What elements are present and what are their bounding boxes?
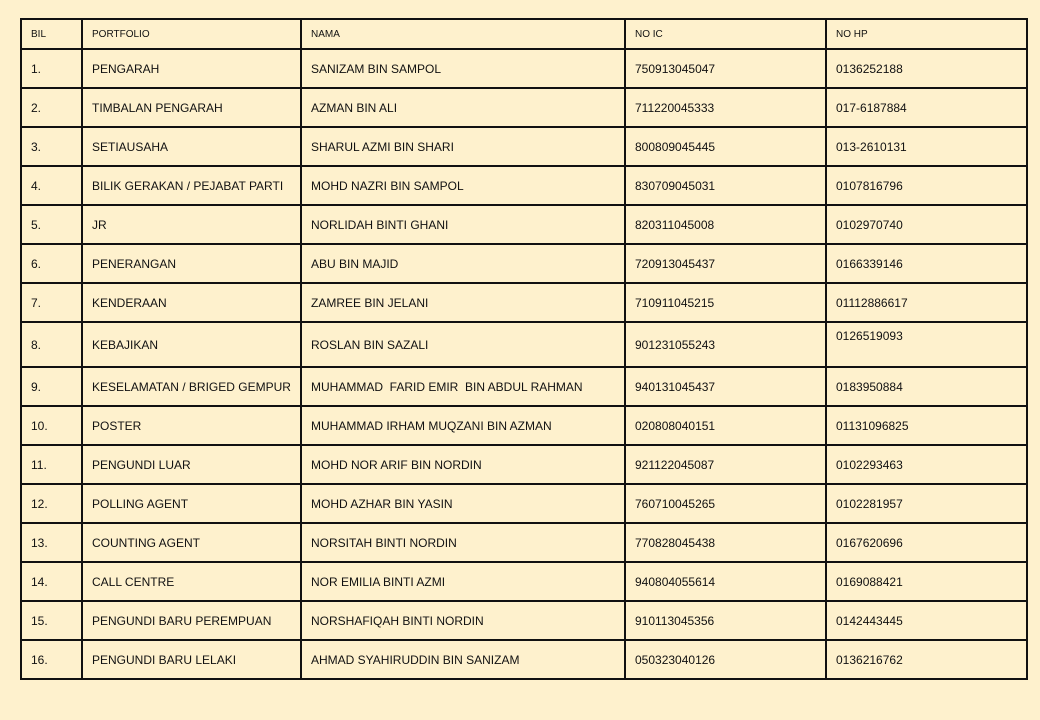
- table-row: [21, 640, 1027, 679]
- cell-portfolio: CALL CENTRE: [82, 562, 301, 601]
- cell-portfolio: KEBAJIKAN: [82, 322, 301, 367]
- cell-portfolio: KENDERAAN: [82, 283, 301, 322]
- cell-no-ic: 020808040151: [625, 406, 826, 445]
- cell-no-ic: 940804055614: [625, 562, 826, 601]
- cell-no-hp: 0102970740: [826, 205, 1027, 244]
- cell-bil: 6.: [21, 244, 82, 283]
- cell-nama: ROSLAN BIN SAZALI: [301, 322, 625, 367]
- cell-portfolio: POSTER: [82, 406, 301, 445]
- cell-no-hp: 0126519093: [826, 322, 1027, 367]
- cell-portfolio: PENGUNDI LUAR: [82, 445, 301, 484]
- cell-nama: SANIZAM BIN SAMPOL: [301, 49, 625, 88]
- table-row: [21, 601, 1027, 640]
- cell-nama: NORSHAFIQAH BINTI NORDIN: [301, 601, 625, 640]
- cell-bil: 8.: [21, 322, 82, 367]
- cell-no-hp: 0183950884: [826, 367, 1027, 406]
- table-row: [21, 445, 1027, 484]
- cell-nama: MOHD NOR ARIF BIN NORDIN: [301, 445, 625, 484]
- cell-nama: MUHAMMAD FARID EMIR BIN ABDUL RAHMAN: [301, 367, 625, 406]
- cell-bil: 9.: [21, 367, 82, 406]
- cell-no-hp: 0102281957: [826, 484, 1027, 523]
- cell-nama: NORSITAH BINTI NORDIN: [301, 523, 625, 562]
- cell-no-ic: 910113045356: [625, 601, 826, 640]
- cell-bil: 10.: [21, 406, 82, 445]
- cell-nama: MUHAMMAD IRHAM MUQZANI BIN AZMAN: [301, 406, 625, 445]
- cell-bil: 5.: [21, 205, 82, 244]
- cell-bil: 2.: [21, 88, 82, 127]
- cell-no-hp: 0142443445: [826, 601, 1027, 640]
- cell-no-ic: 770828045438: [625, 523, 826, 562]
- cell-portfolio: KESELAMATAN / BRIGED GEMPUR: [82, 367, 301, 406]
- cell-portfolio: PENGUNDI BARU LELAKI: [82, 640, 301, 679]
- cell-no-ic: 050323040126: [625, 640, 826, 679]
- cell-no-hp: 0169088421: [826, 562, 1027, 601]
- cell-nama: ABU BIN MAJID: [301, 244, 625, 283]
- cell-no-hp: 01131096825: [826, 406, 1027, 445]
- cell-bil: 15.: [21, 601, 82, 640]
- cell-no-ic: 820311045008: [625, 205, 826, 244]
- cell-bil: 4.: [21, 166, 82, 205]
- cell-nama: AZMAN BIN ALI: [301, 88, 625, 127]
- cell-bil: 13.: [21, 523, 82, 562]
- cell-no-ic: 720913045437: [625, 244, 826, 283]
- cell-no-hp: 01112886617: [826, 283, 1027, 322]
- table-body: [21, 49, 1027, 679]
- cell-no-hp: 0136216762: [826, 640, 1027, 679]
- cell-portfolio: PENERANGAN: [82, 244, 301, 283]
- table-row: [21, 484, 1027, 523]
- cell-no-hp: 0136252188: [826, 49, 1027, 88]
- header-no-hp: NO HP: [826, 19, 1027, 49]
- cell-no-ic: 750913045047: [625, 49, 826, 88]
- cell-nama: ZAMREE BIN JELANI: [301, 283, 625, 322]
- table-row: [21, 205, 1027, 244]
- cell-nama: NORLIDAH BINTI GHANI: [301, 205, 625, 244]
- cell-nama: MOHD NAZRI BIN SAMPOL: [301, 166, 625, 205]
- header-portfolio: PORTFOLIO: [82, 19, 301, 49]
- table-header-row: [21, 19, 1027, 49]
- cell-portfolio: TIMBALAN PENGARAH: [82, 88, 301, 127]
- cell-no-hp: 0167620696: [826, 523, 1027, 562]
- cell-bil: 11.: [21, 445, 82, 484]
- table-row: [21, 367, 1027, 406]
- cell-no-hp: 0102293463: [826, 445, 1027, 484]
- table-row: [21, 49, 1027, 88]
- cell-no-ic: 901231055243: [625, 322, 826, 367]
- cell-bil: 14.: [21, 562, 82, 601]
- cell-no-ic: 760710045265: [625, 484, 826, 523]
- cell-portfolio: PENGARAH: [82, 49, 301, 88]
- cell-bil: 1.: [21, 49, 82, 88]
- cell-portfolio: JR: [82, 205, 301, 244]
- cell-no-hp: 0166339146: [826, 244, 1027, 283]
- cell-portfolio: POLLING AGENT: [82, 484, 301, 523]
- cell-bil: 7.: [21, 283, 82, 322]
- cell-no-ic: 940131045437: [625, 367, 826, 406]
- cell-bil: 3.: [21, 127, 82, 166]
- cell-no-hp: 0107816796: [826, 166, 1027, 205]
- header-no-ic: NO IC: [625, 19, 826, 49]
- table-row: [21, 523, 1027, 562]
- table-row: [21, 406, 1027, 445]
- cell-nama: AHMAD SYAHIRUDDIN BIN SANIZAM: [301, 640, 625, 679]
- cell-no-ic: 830709045031: [625, 166, 826, 205]
- header-nama: NAMA: [301, 19, 625, 49]
- table-row: [21, 283, 1027, 322]
- committee-table: [20, 18, 1028, 680]
- cell-no-ic: 710911045215: [625, 283, 826, 322]
- cell-portfolio: PENGUNDI BARU PEREMPUAN: [82, 601, 301, 640]
- cell-no-ic: 711220045333: [625, 88, 826, 127]
- table-row: [21, 322, 1027, 367]
- cell-portfolio: COUNTING AGENT: [82, 523, 301, 562]
- cell-bil: 12.: [21, 484, 82, 523]
- table-row: [21, 166, 1027, 205]
- cell-portfolio: SETIAUSAHA: [82, 127, 301, 166]
- cell-nama: NOR EMILIA BINTI AZMI: [301, 562, 625, 601]
- cell-no-hp: 013-2610131: [826, 127, 1027, 166]
- cell-nama: SHARUL AZMI BIN SHARI: [301, 127, 625, 166]
- cell-portfolio: BILIK GERAKAN / PEJABAT PARTI: [82, 166, 301, 205]
- cell-nama: MOHD AZHAR BIN YASIN: [301, 484, 625, 523]
- table-row: [21, 244, 1027, 283]
- cell-no-ic: 921122045087: [625, 445, 826, 484]
- header-bil: BIL: [21, 19, 82, 49]
- table-row: [21, 562, 1027, 601]
- table-row: [21, 88, 1027, 127]
- table-row: [21, 127, 1027, 166]
- cell-bil: 16.: [21, 640, 82, 679]
- cell-no-ic: 800809045445: [625, 127, 826, 166]
- cell-no-hp: 017-6187884: [826, 88, 1027, 127]
